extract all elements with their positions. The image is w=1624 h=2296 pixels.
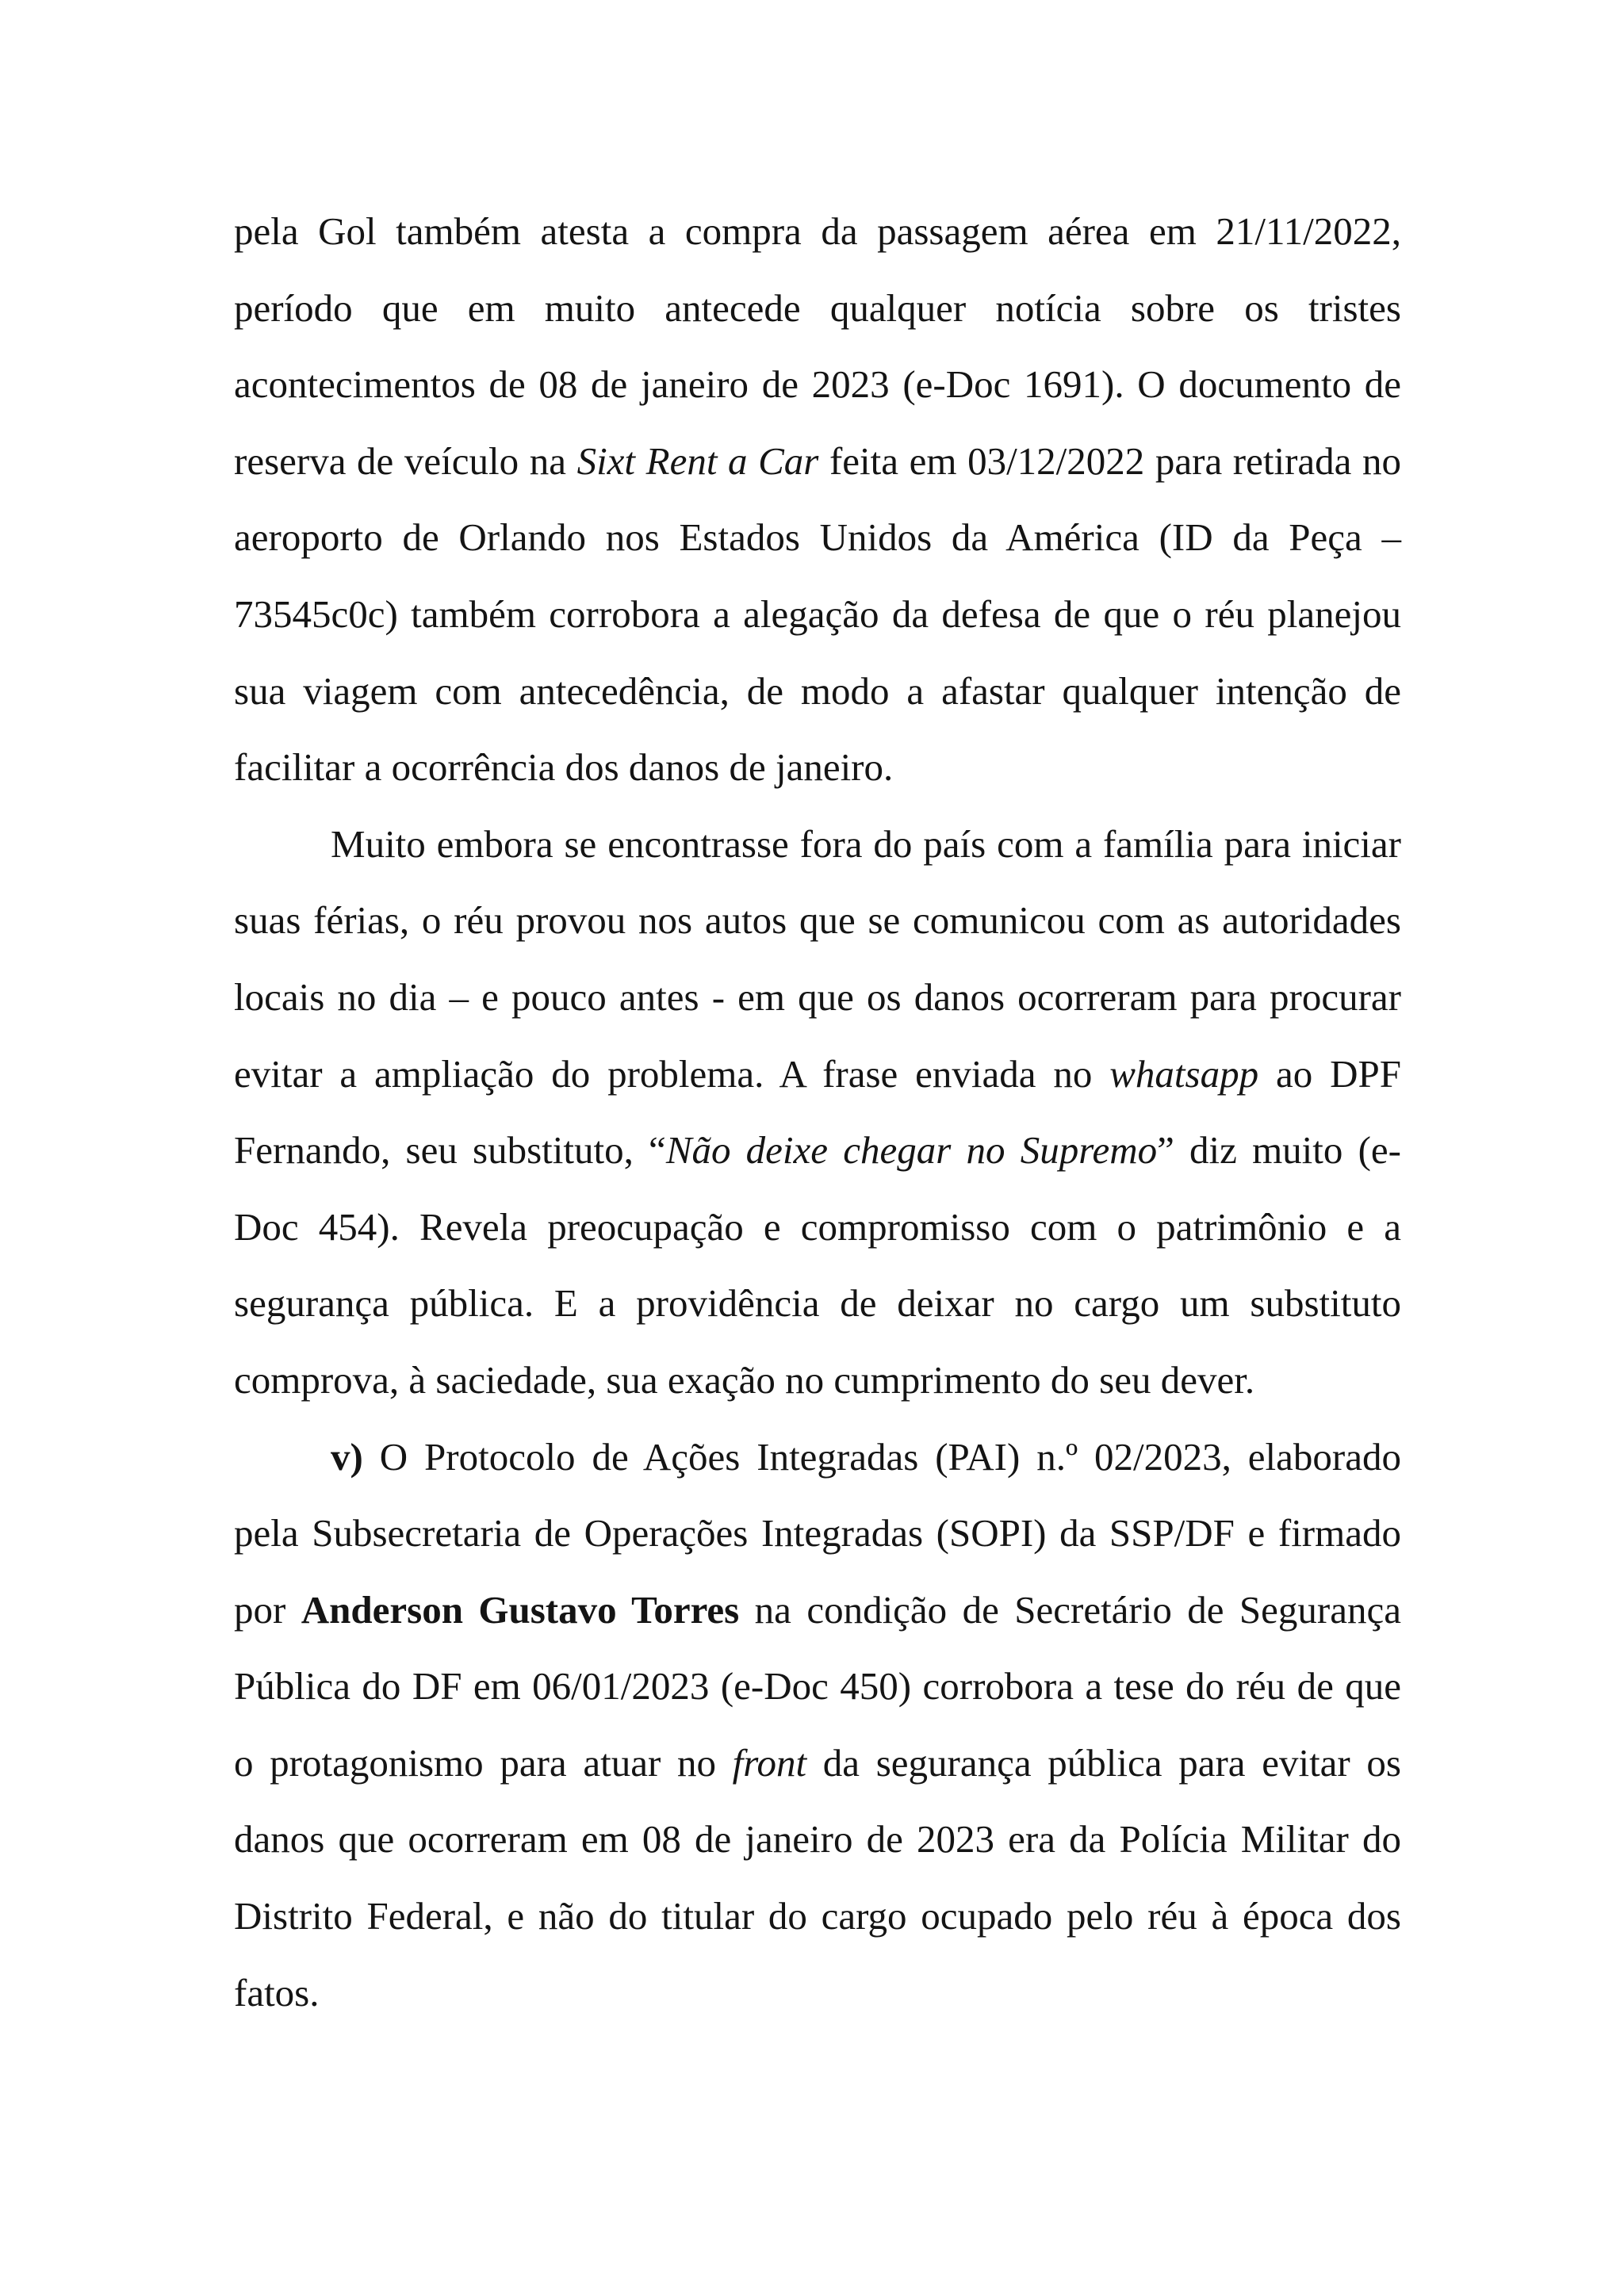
paragraph-text: da segurança pública para evitar os danos que ocorreram em 08 de janeiro de 2023 era da Polícia Militar do Distrito Federal, e não do titular do cargo ocupado pelo réu à época dos fatos. — [234, 1740, 1402, 2015]
paragraph-text: ao DPF Fernando, seu substituto, “ — [234, 1051, 1401, 1173]
company-name-italic: Sixt Rent a Car — [576, 438, 819, 483]
document-body — [234, 193, 1401, 2031]
paragraph-text: O Protocolo de Ações Integradas (PAI) n.º 02/2023, elaborado pela Subsecretaria de Operações Integradas (SOPI) da SSP/DF e firmado por — [234, 1434, 1401, 1632]
paragraph-text: ” diz muito (e-Doc 454). Revela preocupação e compromisso com o patrimônio e a segurança pública. E a providência de deixar no cargo um substituto comprova, à saciedade, sua exação no cumprimento do seu dever. — [234, 1128, 1401, 1402]
paragraph-flight-and-car-reservation — [234, 193, 1401, 806]
paragraph-protocol — [234, 1419, 1401, 2032]
paragraph-text: na condição de Secretário de Segurança Pública do DF em 06/01/2023 (e-Doc 450) corrobora a tese do réu de que o protagonismo para atuar no — [234, 1587, 1401, 1785]
paragraph-communication — [234, 806, 1401, 1419]
person-name-bold: Anderson Gustavo Torres — [301, 1587, 740, 1632]
term-italic: front — [732, 1740, 807, 1785]
paragraph-text: Muito embora se encontrasse fora do país com a família para iniciar suas férias, o réu provou nos autos que se comunicou com as autoridades locais no dia – e pouco antes - em que os danos ocorreram para procurar evitar a ampliação do problema. A frase enviada no — [234, 821, 1401, 1096]
paragraph-text: pela Gol também atesta a compra da passagem aérea em 21/11/2022, período que em muito antecede qualquer notícia sobre os tristes acontecimentos de 08 de janeiro de 2023 (e-Doc 1691). O documento de reserva de veículo na — [234, 209, 1401, 483]
item-marker: v) — [331, 1434, 363, 1479]
app-name-italic: whatsapp — [1109, 1051, 1259, 1096]
quoted-message-italic: Não deixe chegar no Supremo — [665, 1128, 1158, 1173]
paragraph-text: feita em 03/12/2022 para retirada no aeroporto de Orlando nos Estados Unidos da América (ID da Peça – 73545c0c) também corrobora a alegação da defesa de que o réu planejou sua viagem com antecedência, de modo a afastar qualquer intenção de facilitar a ocorrência dos danos de janeiro. — [234, 438, 1401, 790]
